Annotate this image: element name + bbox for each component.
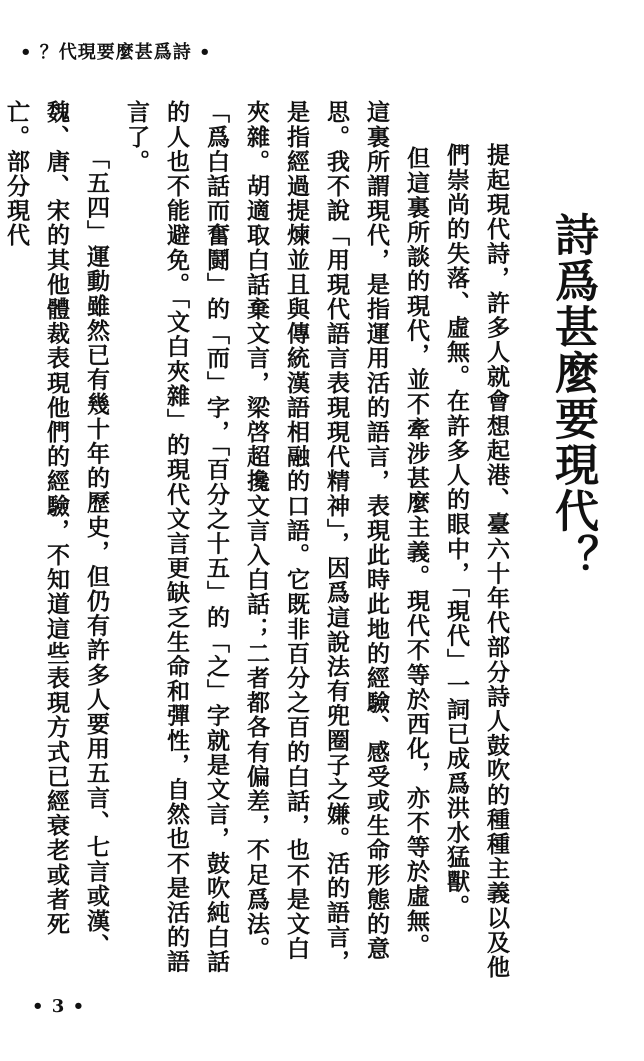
paragraph-1: 提起現代詩，許多人就會想起港、臺六十年代部分詩人鼓吹的種種主義以及他們崇尚的失落、虛無。在許多人的眼中，「現代」一詞已成爲洪水猛獸。	[443, 143, 510, 980]
paragraph-3: 「五四」運動雖然已有幾十年的歷史，但仍有許多人要用五言、七言或漢、魏、唐、宋的其他體裁表現他們的經驗，不知道這些表現方式已經衰老或者死亡。部分現代	[3, 100, 110, 958]
running-head: • ？代現要麼甚爲詩 •	[20, 42, 212, 63]
page-title: 詩爲甚麼要現代？	[547, 212, 598, 580]
body-text	[3, 100, 516, 980]
paragraph-2: 但這裏所談的現代，並不牽涉甚麼主義。現代不等於西化，亦不等於虛無。這裏所謂現代，是指運用活的語言，表現此時此地的經驗、感受或生命形態的意思。我不說「用現代語言表現現代精神」，因爲這說法有兜圈子之嫌。活的語言，是指經過提煉並且與傳統漢語相融的口語。它既非百分之百的白話，也不是文白夾雜。胡適取白話棄文言，梁啓超攙文言入白話；二者都各有偏差，不足爲法。「爲白話而奮鬪」的「而」字，「百分之十五」的「之」字就是文言，鼓吹純白話的人也不能避免。「文白夾雜」的現代文言更缺乏生命和彈性，自然也不是活的語言了。	[123, 100, 430, 975]
page-number: • 3 •	[32, 996, 86, 1017]
